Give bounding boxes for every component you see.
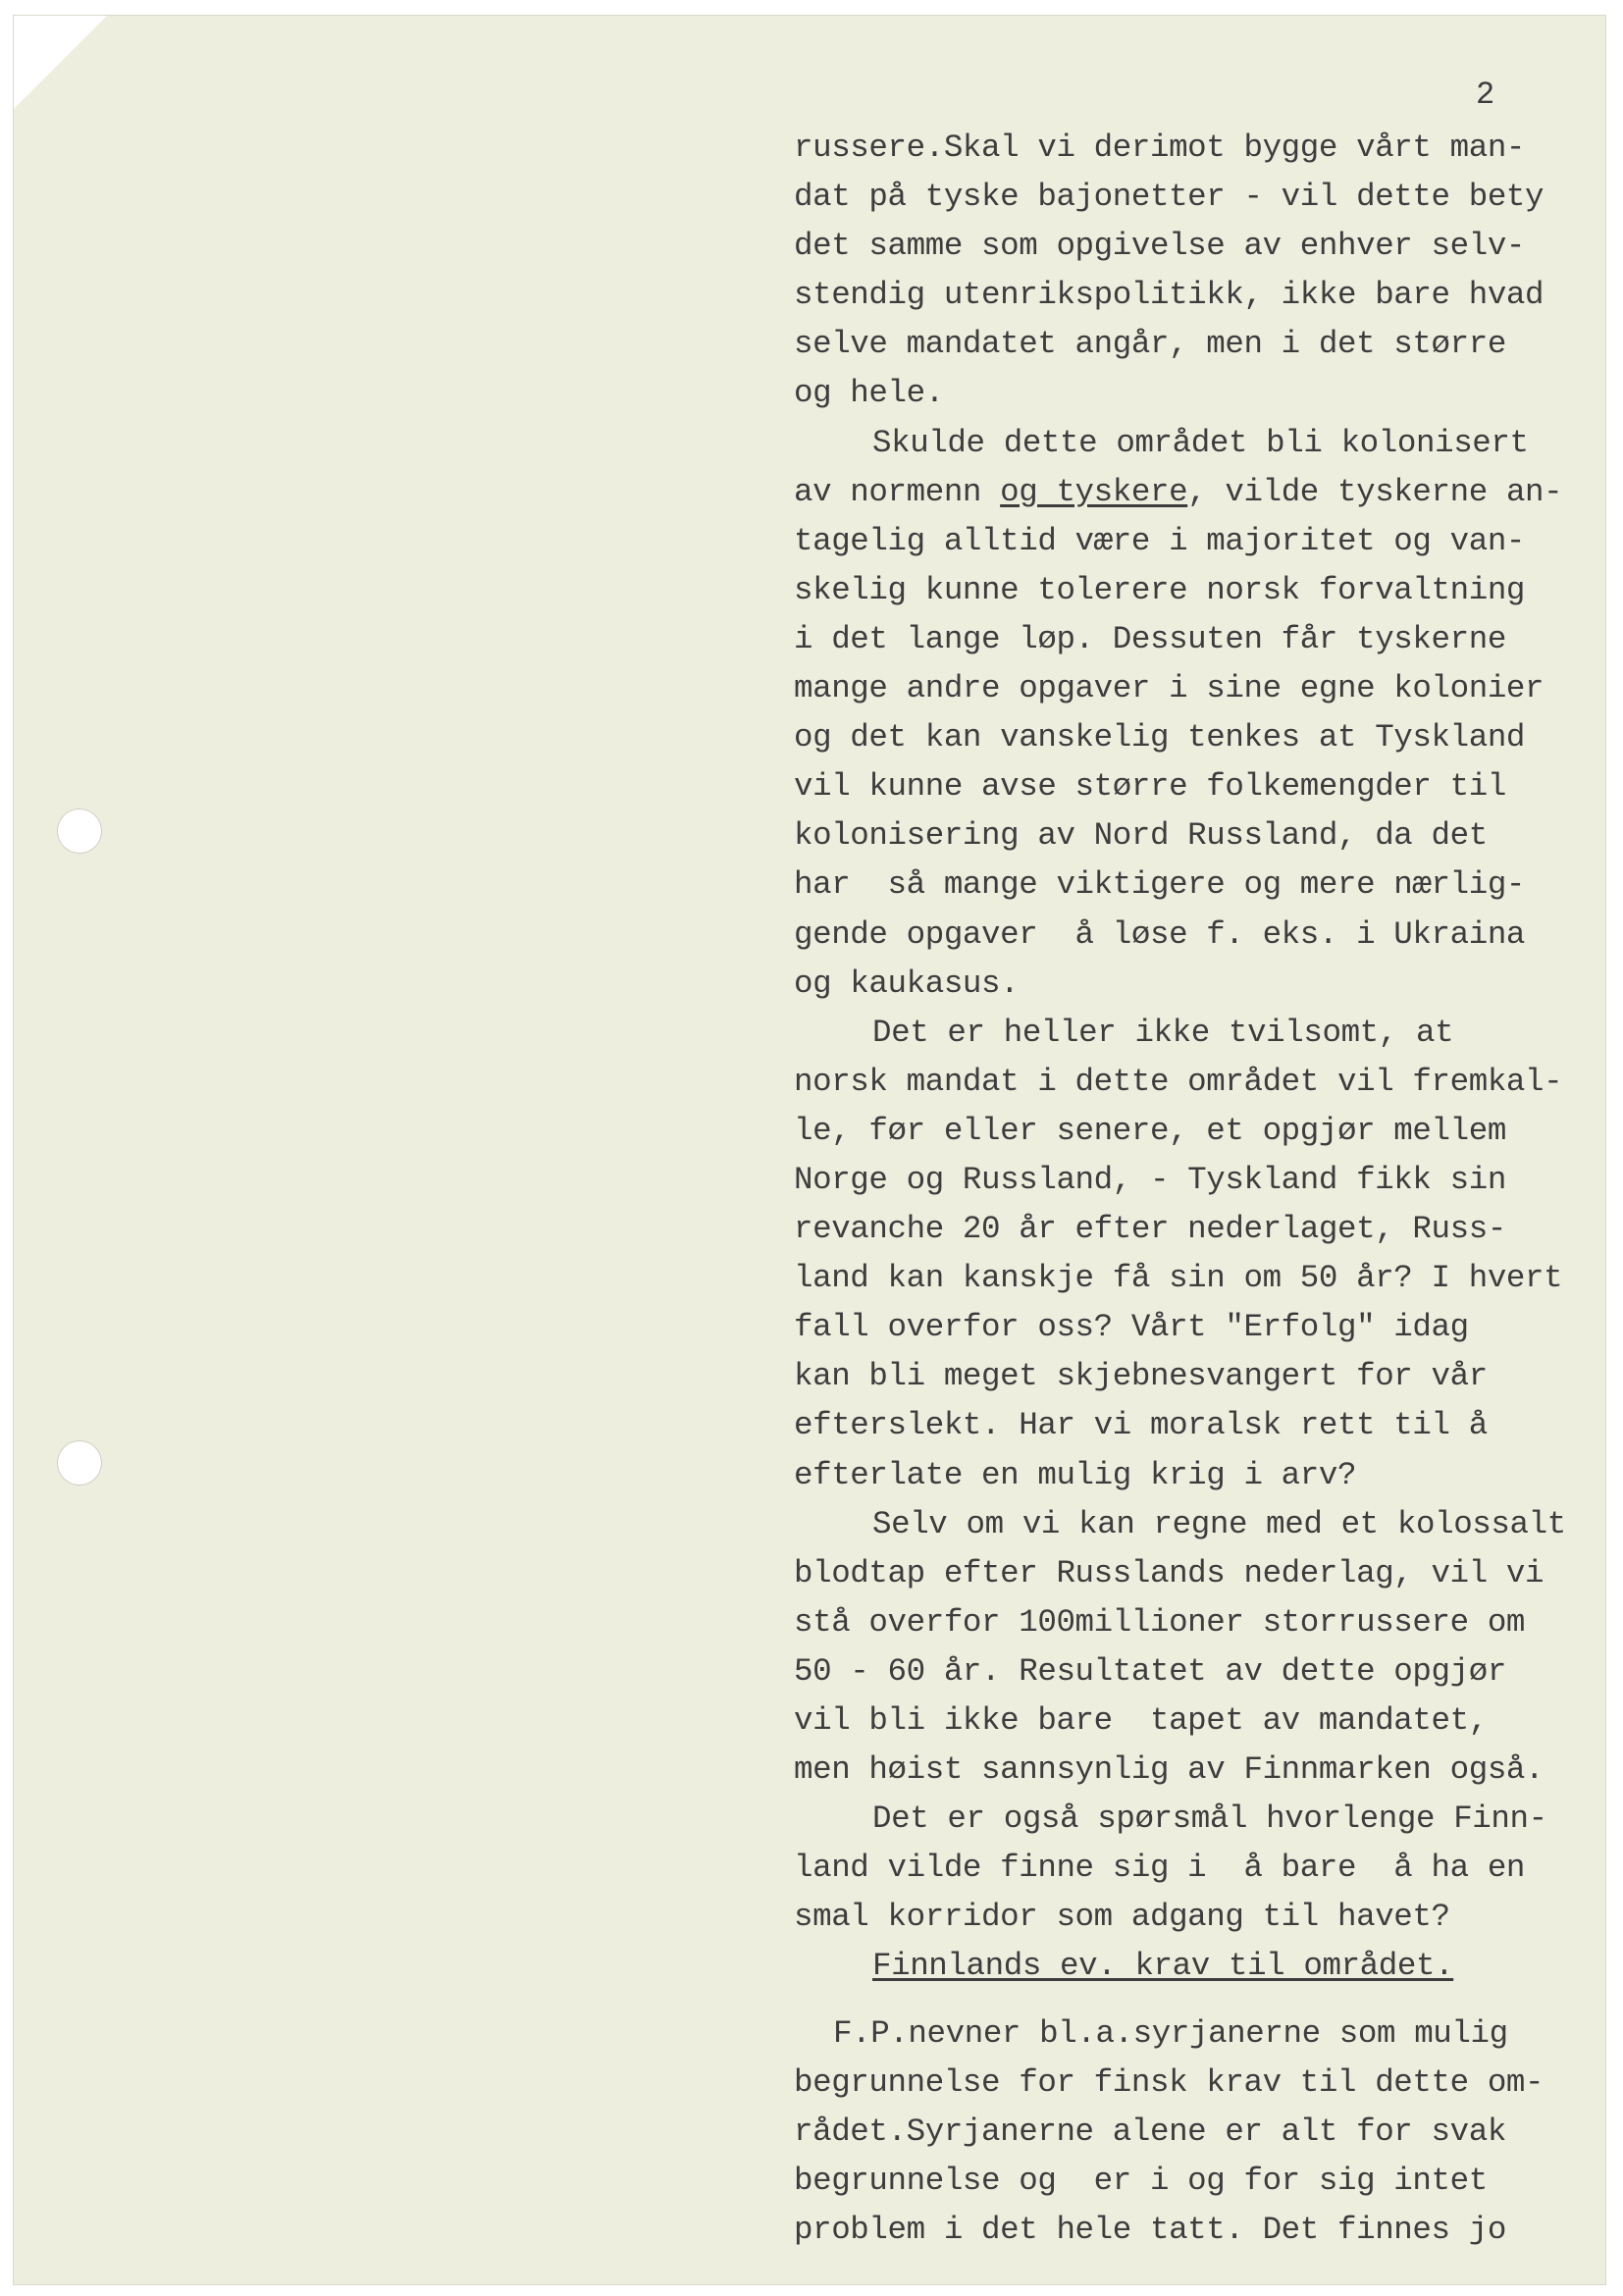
text-line: skelig kunne tolerere norsk forvaltning <box>794 571 1526 608</box>
text-line: og hele. <box>794 375 944 412</box>
text-line: blodtap efter Russlands nederlag, vil vi <box>794 1554 1544 1592</box>
text-line: gende opgaver å løse f. eks. i Ukraina <box>794 915 1526 953</box>
text-line: begrunnelse og er i og for sig intet <box>794 2162 1488 2199</box>
punch-hole-top <box>57 809 102 854</box>
text-line: le, før eller senere, et opgjør mellem <box>794 1112 1506 1149</box>
text-line: efterslekt. Har vi moralsk rett til å <box>794 1407 1488 1444</box>
page-number: 2 <box>1476 77 1495 113</box>
text-line: mange andre opgaver i sine egne kolonier <box>794 670 1544 707</box>
text-line: 50 - 60 år. Resultatet av dette opgjør <box>794 1652 1506 1690</box>
text-line: tagelig alltid være i majoritet og van- <box>794 522 1526 559</box>
text-line: fall overfor oss? Vårt "Erfolg" idag <box>794 1309 1469 1346</box>
paragraph-start-line: Selv om vi kan regne med et kolossalt <box>872 1505 1566 1542</box>
text-line: begrunnelse for finsk krav til dette om- <box>794 2063 1544 2101</box>
text-line: russere.Skal vi derimot bygge vårt man- <box>794 130 1526 166</box>
text-line: vil bli ikke bare tapet av mandatet, <box>794 1702 1488 1739</box>
text-line: og det kan vanskelig tenkes at Tyskland <box>794 719 1526 757</box>
folded-corner <box>14 16 141 143</box>
text-segment: av normenn <box>794 473 1001 510</box>
punch-hole-bottom <box>57 1440 102 1486</box>
text-line: smal korridor som adgang til havet? <box>794 1899 1450 1936</box>
text-line: men høist sannsynlig av Finnmarken også. <box>794 1751 1544 1789</box>
text-line: vil kunne avse større folkemengder til <box>794 768 1506 806</box>
paragraph-start-line: Det er heller ikke tvilsomt, at <box>872 1014 1454 1051</box>
text-segment: , vilde tyskerne an- <box>1187 473 1563 510</box>
section-heading-text: Finnlands ev. krav til området. <box>872 1948 1454 1985</box>
text-line: revanche 20 år efter nederlaget, Russ- <box>794 1211 1506 1248</box>
paragraph-start-line: Skulde dette området bli kolonisert <box>872 424 1529 461</box>
text-line: land kan kanskje få sin om 50 år? I hvert <box>794 1260 1563 1297</box>
section-heading <box>794 1942 1608 1991</box>
text-line: Norge og Russland, - Tyskland fikk sin <box>794 1161 1506 1198</box>
underlined-phrase: og tyskere <box>1000 473 1188 510</box>
text-line: selve mandatet angår, men i det større <box>794 326 1506 363</box>
text-line: problem i det hele tatt. Det finnes jo <box>794 2211 1506 2248</box>
text-line: dat på tyske bajonetter - vil dette bety <box>794 179 1544 216</box>
text-line: kan bli meget skjebnesvangert for vår <box>794 1358 1488 1395</box>
text-line: har så mange viktigere og mere nærlig- <box>794 866 1526 904</box>
typewritten-text <box>794 124 1608 2255</box>
text-line <box>794 468 1608 517</box>
text-line: og kaukasus. <box>794 965 1020 1002</box>
text-line: stå overfor 100millioner storrussere om <box>794 1603 1526 1641</box>
paragraph-start-line: F.P.nevner bl.a.syrjanerne som mulig <box>833 2014 1508 2052</box>
document-page <box>14 16 1605 2284</box>
text-line: rådet.Syrjanerne alene er alt for svak <box>794 2113 1506 2150</box>
text-line: i det lange løp. Dessuten får tyskerne <box>794 620 1506 657</box>
text-line: det samme som opgivelse av enhver selv- <box>794 228 1526 265</box>
text-line: kolonisering av Nord Russland, da det <box>794 817 1488 855</box>
paragraph-start-line: Det er også spørsmål hvorlenge Finn- <box>872 1800 1547 1838</box>
text-line: stendig utenrikspolitikk, ikke bare hvad <box>794 277 1544 314</box>
text-line: efterlate en mulig krig i arv? <box>794 1456 1357 1493</box>
text-line: norsk mandat i dette området vil fremkal- <box>794 1063 1563 1100</box>
text-line: land vilde finne sig i å bare å ha en <box>794 1850 1526 1887</box>
